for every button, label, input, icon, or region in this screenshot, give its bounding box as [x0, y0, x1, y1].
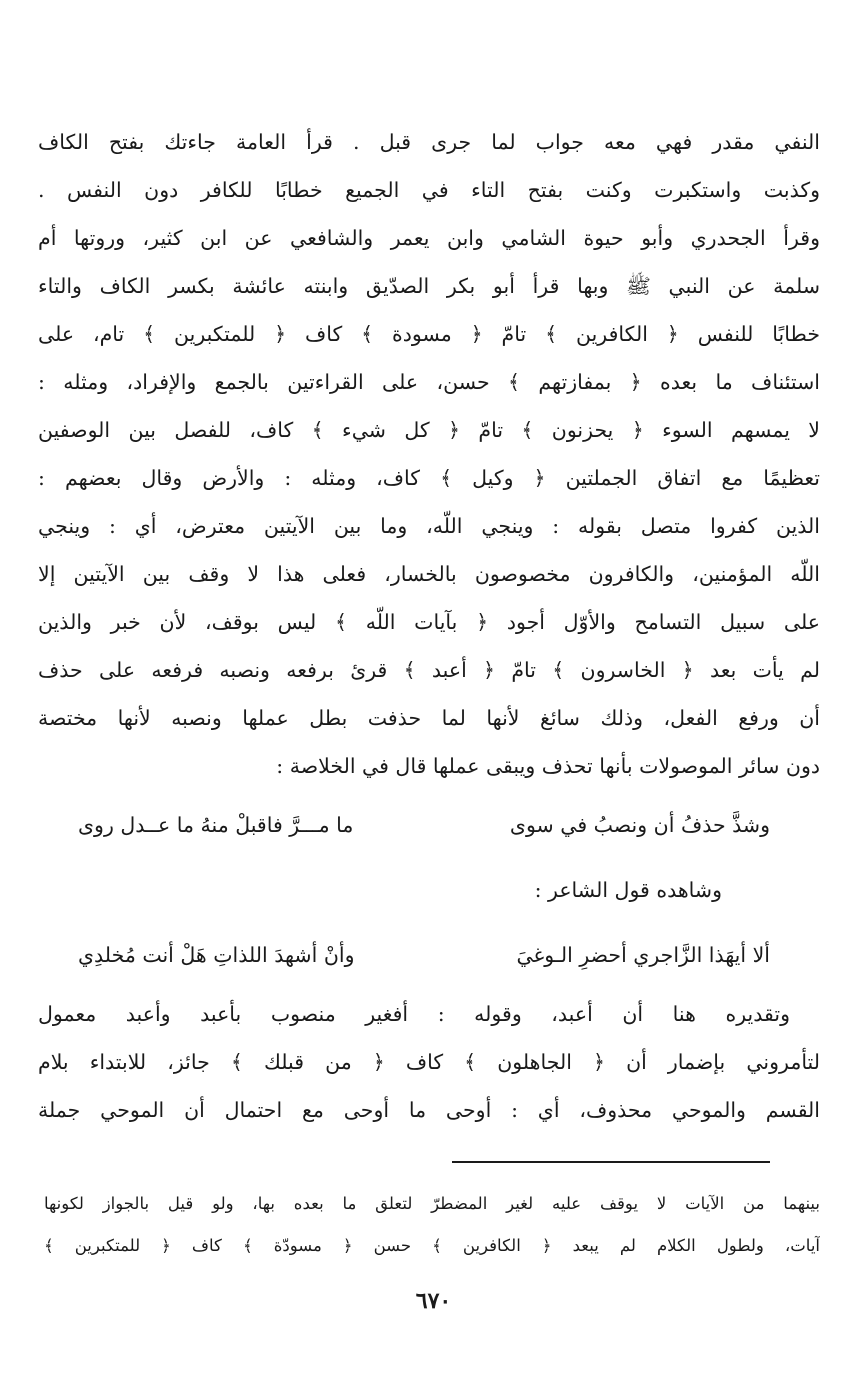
text-line: تعظيمًا مع اتفاق الجملتين ﴿ وكيل ﴾ كاف، ومثله : والأرض وقال بعضهم :	[38, 466, 820, 490]
poetry-verse-1	[38, 790, 820, 860]
text-line: وقرأ الجحدري وأبو حيوة الشامي وابن يعمر والشافعي عن ابن كثير، وروتها أم	[38, 226, 820, 250]
verse-second-hemistich: وأنْ أشهدَ اللذاتِ هَلْ أنت مُخلدِي	[78, 943, 355, 967]
page-number: ٦٧٠	[415, 1288, 452, 1314]
footnotes	[44, 1183, 820, 1267]
text-line: وتقديره هنا أن أعبد، وقوله : أفغير منصوب بأعبد وأعبد معمول	[38, 1002, 790, 1026]
text-line: سلمة عن النبي ﷺ وبها قرأ أبو بكر الصدّيق وابنته عائشة بكسر الكاف والتاء	[38, 274, 820, 298]
text-line: استئناف ما بعده ﴿ بمفازتهم ﴾ حسن، على القراءتين بالجمع والإفراد، ومثله :	[38, 370, 820, 394]
footnote-line: بينهما من الآيات لا يوقف عليه لغير المضطرّ لتعلق ما بعده بها، ولو قيل بالجواز لكونها	[44, 1194, 820, 1213]
text-line: على سبيل التسامح والأوّل أجود ﴿ بآيات اللّه ﴾ ليس بوقف، لأن خبر والذين	[38, 610, 820, 634]
text-line: النفي مقدر فهي معه جواب لما جرى قبل . قرأ العامة جاءتك بفتح الكاف	[38, 130, 820, 154]
text-line: دون سائر الموصولات بأنها تحذف ويبقى عملها قال في الخلاصة :	[276, 754, 820, 778]
verse-intro: وشاهده قول الشاعر :	[534, 878, 722, 902]
verse-first-hemistich: وشذَّ حذفُ أن ونصبُ في سوى	[509, 813, 770, 837]
footnote-line: آيات، ولطول الكلام لم يبعد ﴿ الكافرين ﴾ حسن ﴿ مسودّة ﴾ كاف ﴿ للمتكبرين ﴾	[44, 1236, 820, 1255]
text-line: أن ورفع الفعل، وذلك سائغ لأنها لما حذفت بطل عملها ونصبه لأنها مختصة	[38, 706, 820, 730]
verse-second-hemistich: ما مـــرَّ فاقبلْ منهُ ما عــدل روى	[78, 813, 354, 837]
text-line: الذين كفروا متصل بقوله : وينجي اللّه، وما بين الآيتين معترض، أي : وينجي	[38, 514, 820, 538]
text-line: اللّه المؤمنين، والكافرون مخصوصون بالخسار، فعلى هذا لا وقف بين الآيتين إلا	[38, 562, 820, 586]
text-line: لم يأت بعد ﴿ الخاسرون ﴾ تامّ ﴿ أعبد ﴾ قرئ برفعه ونصبه فرفعه على حذف	[38, 658, 820, 682]
text-line: خطابًا للنفس ﴿ الكافرين ﴾ تامّ ﴿ مسودة ﴾ كاف ﴿ للمتكبرين ﴾ تام، على	[38, 322, 820, 346]
main-text	[38, 118, 820, 1134]
text-line: لتأمروني بإضمار أن ﴿ الجاهلون ﴾ كاف ﴿ من قبلك ﴾ جائز، للابتداء بلام	[38, 1050, 820, 1074]
verse-first-hemistich: ألا أيهَذا الزَّاجري أحضرِ الـوغيَ	[516, 943, 770, 967]
text-line: القسم والموحي محذوف، أي : أوحى ما أوحى مع احتمال أن الموحي جملة	[38, 1098, 820, 1122]
footnote-separator	[452, 1161, 770, 1163]
text-line: وكذبت واستكبرت وكنت بفتح التاء في الجميع خطابًا للكافر دون النفس .	[38, 178, 820, 202]
text-line: لا يمسهم السوء ﴿ يحزنون ﴾ تامّ ﴿ كل شيء ﴾ كاف، للفصل بين الوصفين	[38, 418, 820, 442]
poetry-verse-2	[38, 920, 820, 990]
